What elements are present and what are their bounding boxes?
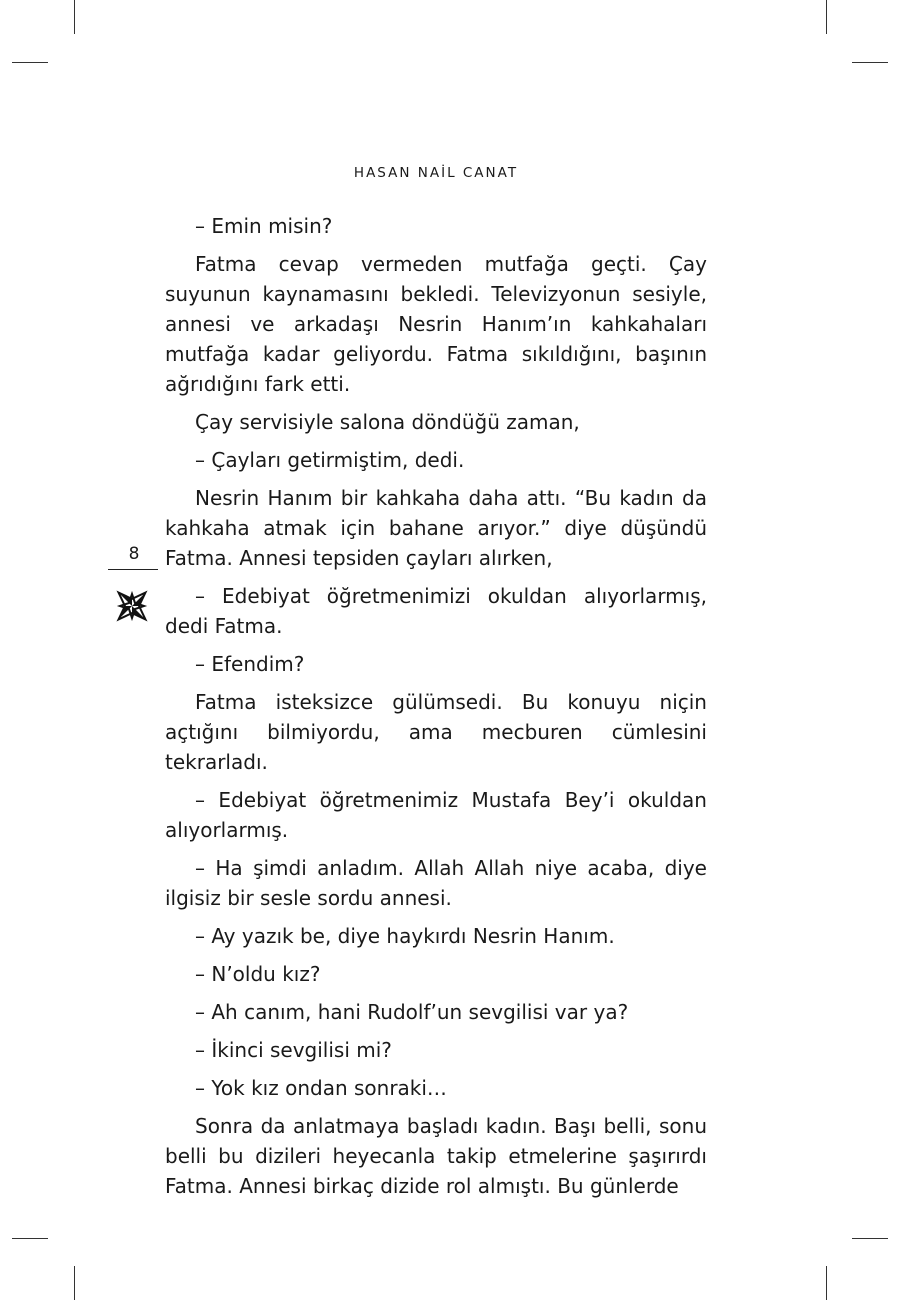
paragraph: – Edebiyat öğretmenimiz Mustafa Bey’i okuldan alıyorlarmış. (165, 788, 707, 842)
paragraph: – Ha şimdi anladım. Allah Allah niye acaba, diye ilgisiz bir sesle sordu annesi. (165, 856, 707, 910)
crop-mark (12, 62, 48, 63)
paragraph: Fatma cevap vermeden mutfağa geçti. Çay suyunun kaynamasını bekledi. Televizyonun sesiyle, annesi ve arkadaşı Nesrin Hanım’ın kahkahaları mutfağa kadar geliyordu. Fatma sıkıldığını, başının ağrıdığını fark etti. (165, 252, 707, 396)
paragraph: – Çayları getirmiştim, dedi. (195, 448, 465, 472)
paragraph: Çay servisiyle salona döndüğü zaman, (195, 410, 580, 434)
paragraph: Fatma isteksizce gülümsedi. Bu konuyu niçin açtığını bilmiyordu, ama mecburen cümlesini tekrarladı. (165, 690, 707, 774)
paragraph: Nesrin Hanım bir kahkaha daha attı. “Bu kadın da kahkaha atmak için bahane arıyor.” diye düşündü Fatma. Annesi tepsiden çayları alırken, (165, 486, 707, 570)
star-ornament-icon (110, 584, 154, 628)
crop-mark (826, 1266, 827, 1300)
paragraph: – Yok kız ondan sonraki… (195, 1076, 447, 1100)
paragraph: – Edebiyat öğretmenimizi okuldan alıyorlarmış, dedi Fatma. (165, 584, 707, 638)
crop-mark (826, 0, 827, 34)
paragraph: – Ah canım, hani Rudolf’un sevgilisi var ya? (195, 1000, 629, 1024)
paragraph: – Efendim? (195, 652, 305, 676)
paragraph: – N’oldu kız? (195, 962, 321, 986)
page-number-rule (108, 569, 158, 570)
paragraph: Sonra da anlatmaya başladı kadın. Başı belli, sonu belli bu dizileri heyecanla takip etmelerine şaşırırdı Fatma. Annesi birkaç dizide rol almıştı. Bu günlerde (165, 1114, 707, 1198)
crop-mark (852, 1238, 888, 1239)
running-head: HASAN NAİL CANAT (353, 165, 519, 181)
paragraph: – Emin misin? (195, 214, 333, 238)
body-text (165, 211, 707, 1209)
crop-mark (852, 62, 888, 63)
crop-mark (74, 1266, 75, 1300)
paragraph: – İkinci sevgilisi mi? (195, 1038, 392, 1062)
paragraph: – Ay yazık be, diye haykırdı Nesrin Hanım. (195, 924, 615, 948)
crop-mark (74, 0, 75, 34)
crop-mark (12, 1238, 48, 1239)
page-number: 8 (128, 544, 140, 564)
